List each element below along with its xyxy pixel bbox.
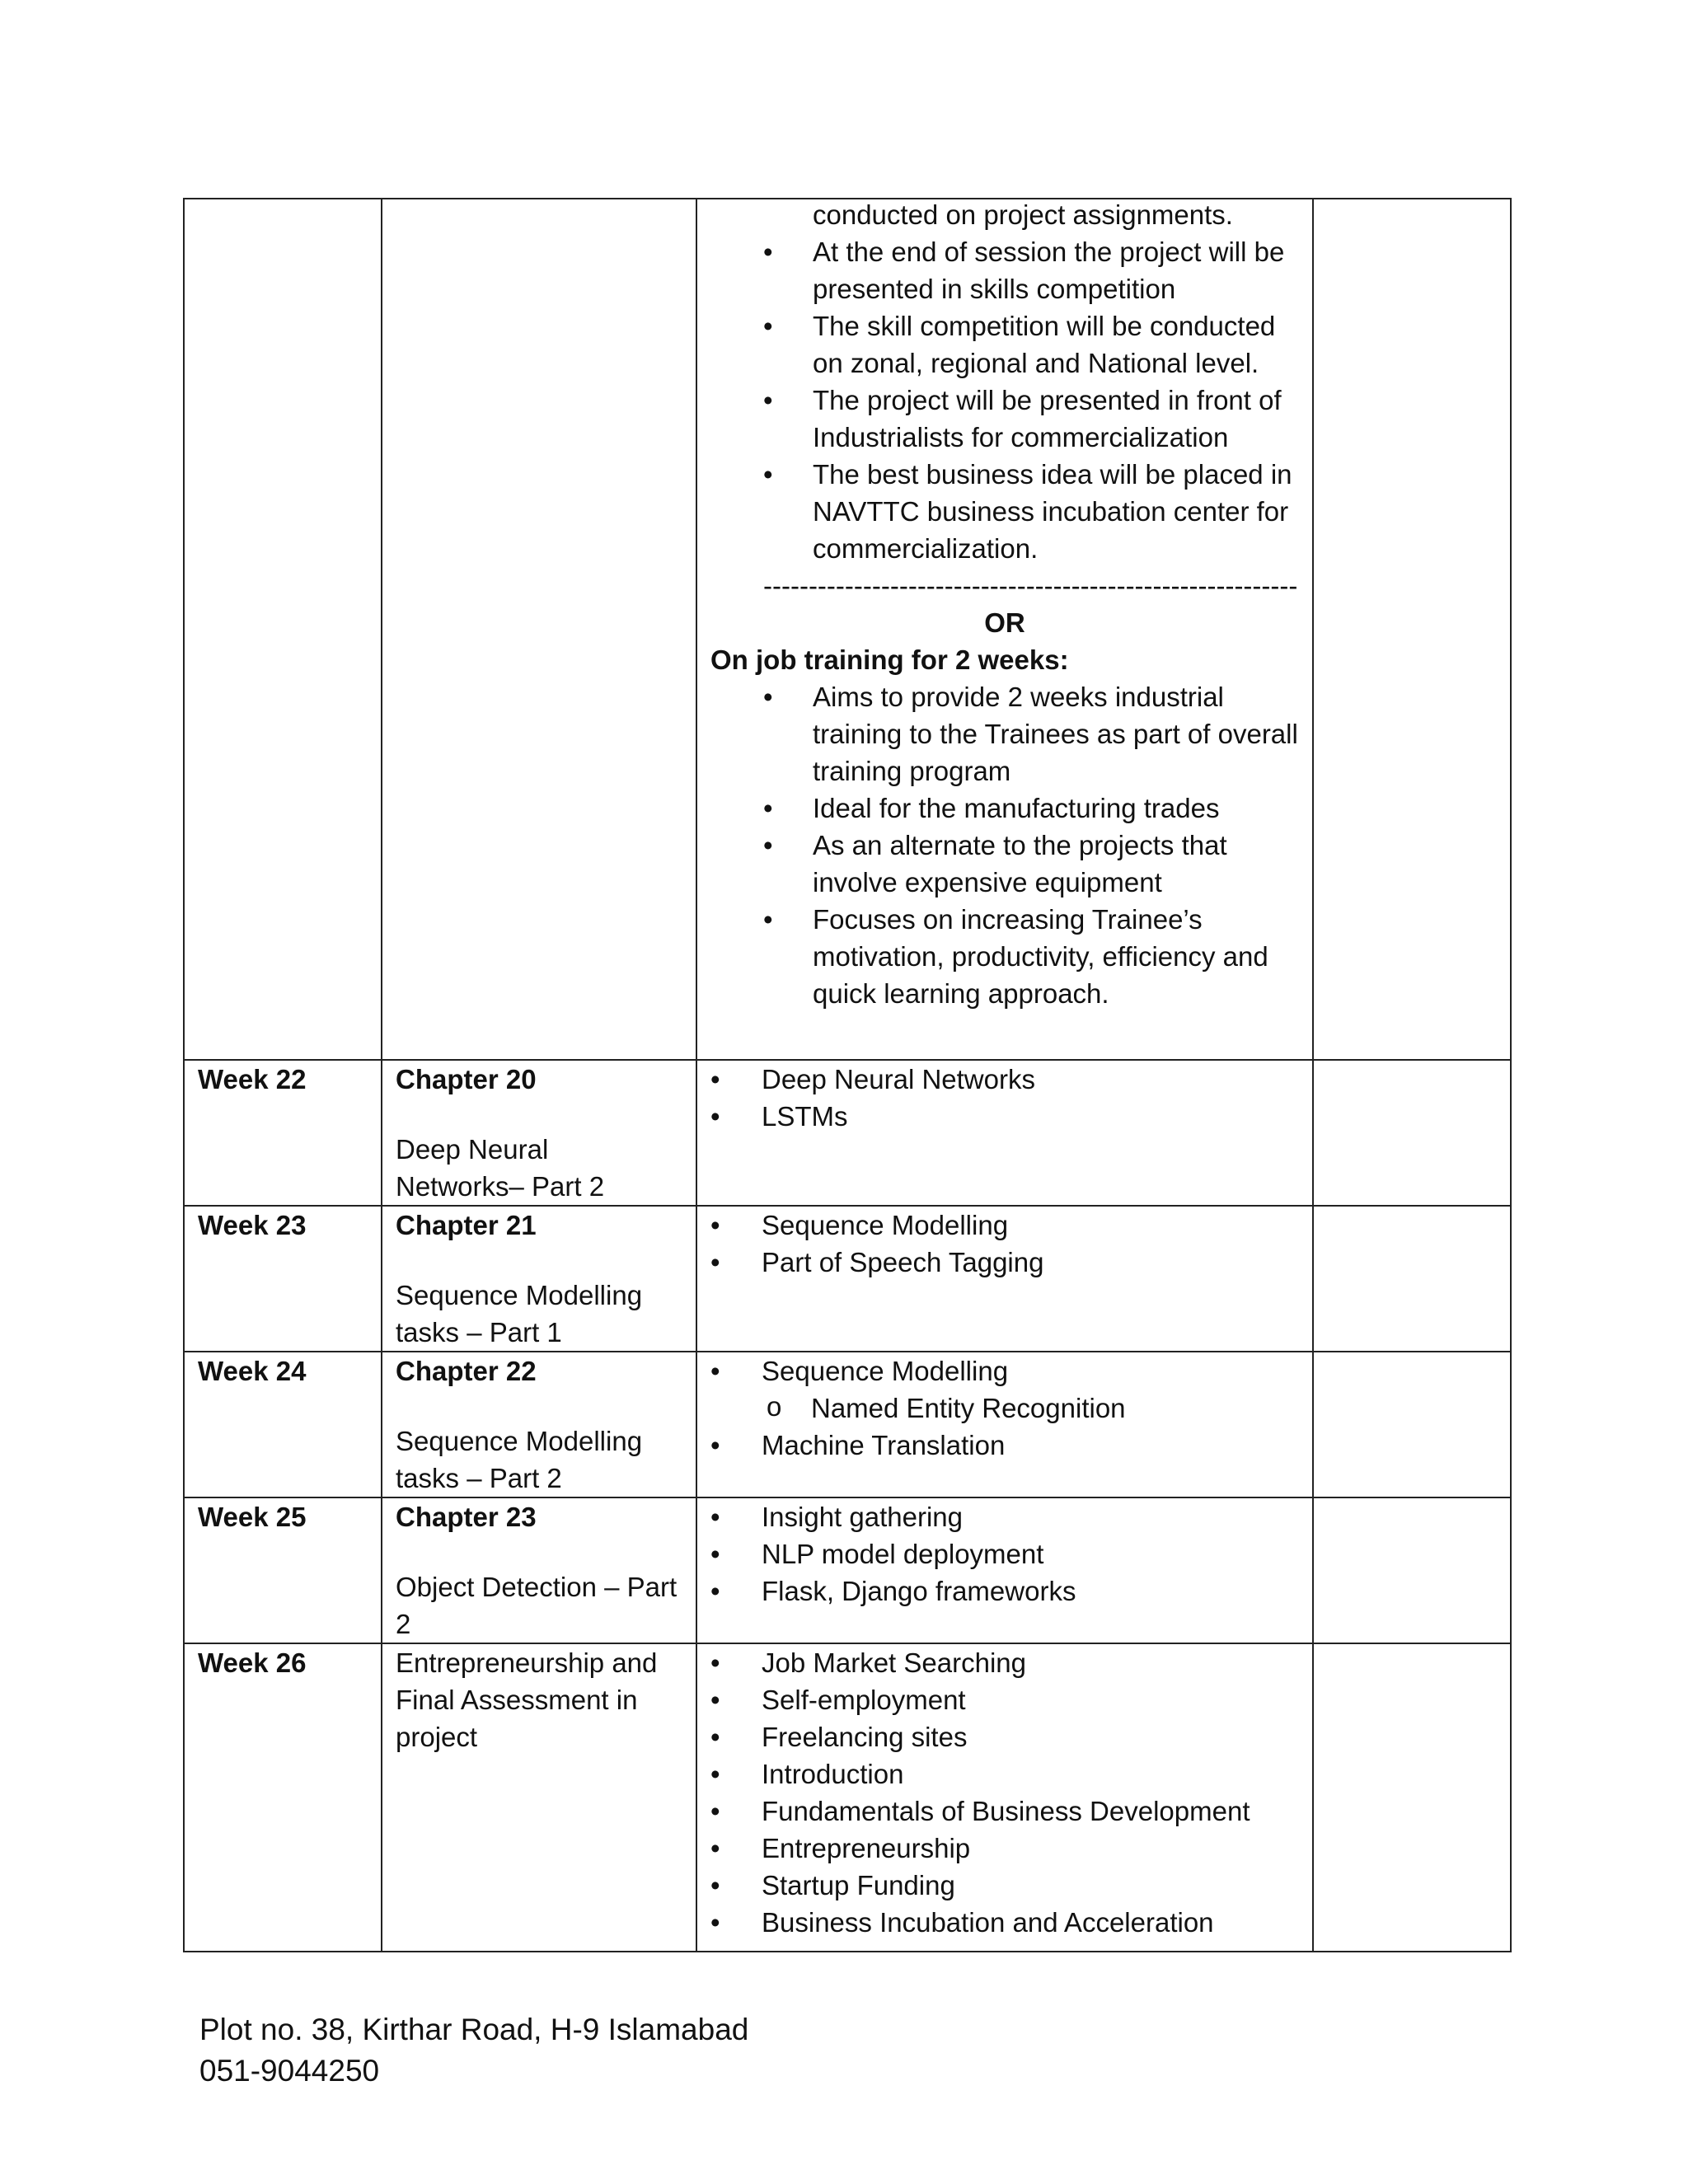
topic-list bbox=[710, 1644, 1299, 1941]
chapter-title: Entrepreneurship and Final Assessment in project bbox=[396, 1647, 658, 1752]
notes-cell bbox=[1313, 1643, 1511, 1952]
list-item: • NLP model deployment bbox=[710, 1535, 1299, 1572]
topics-cell bbox=[696, 199, 1313, 1060]
table-row-week-23 bbox=[184, 1206, 1511, 1352]
list-item: • Startup Funding bbox=[710, 1867, 1299, 1904]
topics-cell bbox=[696, 1643, 1313, 1952]
week-label: Week 24 bbox=[184, 1352, 382, 1497]
table-row-continuation bbox=[184, 199, 1511, 1060]
chapter-cell bbox=[382, 1206, 696, 1352]
chapter-cell bbox=[382, 199, 696, 1060]
course-schedule-table bbox=[183, 198, 1512, 1952]
chapter-number: Chapter 22 bbox=[396, 1356, 537, 1386]
or-label: OR bbox=[984, 607, 1025, 638]
list-item: • Insight gathering bbox=[710, 1498, 1299, 1535]
continued-text: conducted on project assignments. bbox=[813, 199, 1233, 230]
chapter-number: Chapter 20 bbox=[396, 1064, 537, 1094]
chapter-cell bbox=[382, 1643, 696, 1952]
chapter-cell bbox=[382, 1497, 696, 1643]
list-item: • As an alternate to the projects that involve expensive equipment bbox=[763, 827, 1299, 901]
chapter-number: Chapter 21 bbox=[396, 1210, 537, 1240]
week-label: Week 22 bbox=[184, 1060, 382, 1206]
list-item: • Job Market Searching bbox=[710, 1644, 1299, 1681]
subtopic-list bbox=[710, 1390, 1299, 1427]
ojt-bullet-list bbox=[710, 678, 1299, 1012]
list-item: • Self-employment bbox=[710, 1681, 1299, 1718]
list-item: • Part of Speech Tagging bbox=[710, 1244, 1299, 1281]
topics-cell bbox=[696, 1352, 1313, 1497]
topic-list bbox=[710, 1207, 1299, 1281]
list-item: • Aims to provide 2 weeks industrial training to the Trainees as part of overall training program bbox=[763, 678, 1299, 790]
chapter-title: Object Detection – Part 2 bbox=[396, 1572, 678, 1639]
chapter-cell bbox=[382, 1060, 696, 1206]
page-footer bbox=[199, 2009, 748, 2092]
topics-cell bbox=[696, 1497, 1313, 1643]
footer-phone: 051-9044250 bbox=[199, 2054, 380, 2088]
chapter-title: Deep Neural Networks– Part 2 bbox=[396, 1134, 605, 1202]
notes-cell bbox=[1313, 1352, 1511, 1497]
week-label: Week 26 bbox=[184, 1643, 382, 1952]
list-item: • Focuses on increasing Trainee’s motivation, productivity, efficiency and quick learning approach. bbox=[763, 901, 1299, 1012]
list-item: • Fundamentals of Business Development bbox=[710, 1793, 1299, 1830]
chapter-title: Sequence Modelling tasks – Part 2 bbox=[396, 1426, 643, 1493]
list-item: • Sequence Modelling bbox=[710, 1207, 1299, 1244]
list-item: • Business Incubation and Acceleration bbox=[710, 1904, 1299, 1941]
week-label: Week 23 bbox=[184, 1206, 382, 1352]
topic-list bbox=[710, 1061, 1299, 1135]
project-bullet-list bbox=[710, 233, 1299, 567]
topics-cell bbox=[696, 1060, 1313, 1206]
table-row-week-24 bbox=[184, 1352, 1511, 1497]
list-item: • Flask, Django frameworks bbox=[710, 1572, 1299, 1610]
list-item: o Named Entity Recognition bbox=[710, 1390, 1299, 1427]
table-row-week-25 bbox=[184, 1497, 1511, 1643]
list-item: • The skill competition will be conducted on zonal, regional and National level. bbox=[763, 307, 1299, 382]
week-cell bbox=[184, 199, 382, 1060]
notes-cell bbox=[1313, 1206, 1511, 1352]
table-row-week-22 bbox=[184, 1060, 1511, 1206]
list-item: • The project will be presented in front of Industrialists for commercialization bbox=[763, 382, 1299, 456]
topic-list bbox=[710, 1352, 1299, 1390]
list-item: • Entrepreneurship bbox=[710, 1830, 1299, 1867]
topic-list bbox=[710, 1427, 1299, 1464]
dashed-separator: ----------------------------------------------------------- bbox=[763, 570, 1298, 601]
notes-cell bbox=[1313, 1497, 1511, 1643]
week-label: Week 25 bbox=[184, 1497, 382, 1643]
chapter-cell bbox=[382, 1352, 696, 1497]
table-row-week-26 bbox=[184, 1643, 1511, 1952]
list-item: • Introduction bbox=[710, 1755, 1299, 1793]
list-item: • Freelancing sites bbox=[710, 1718, 1299, 1755]
list-item: • LSTMs bbox=[710, 1098, 1299, 1135]
list-item: • Deep Neural Networks bbox=[710, 1061, 1299, 1098]
list-item: • Sequence Modelling bbox=[710, 1352, 1299, 1390]
notes-cell bbox=[1313, 1060, 1511, 1206]
list-item: • The best business idea will be placed in NAVTTC business incubation center for commercialization. bbox=[763, 456, 1299, 567]
ojt-heading: On job training for 2 weeks: bbox=[710, 644, 1069, 675]
list-item: • Machine Translation bbox=[710, 1427, 1299, 1464]
topics-cell bbox=[696, 1206, 1313, 1352]
list-item: • At the end of session the project will be presented in skills competition bbox=[763, 233, 1299, 307]
notes-cell bbox=[1313, 199, 1511, 1060]
topic-list bbox=[710, 1498, 1299, 1610]
chapter-number: Chapter 23 bbox=[396, 1502, 537, 1532]
chapter-title: Sequence Modelling tasks – Part 1 bbox=[396, 1280, 643, 1347]
list-item: • Ideal for the manufacturing trades bbox=[763, 790, 1299, 827]
footer-address: Plot no. 38, Kirthar Road, H-9 Islamabad bbox=[199, 2013, 749, 2046]
